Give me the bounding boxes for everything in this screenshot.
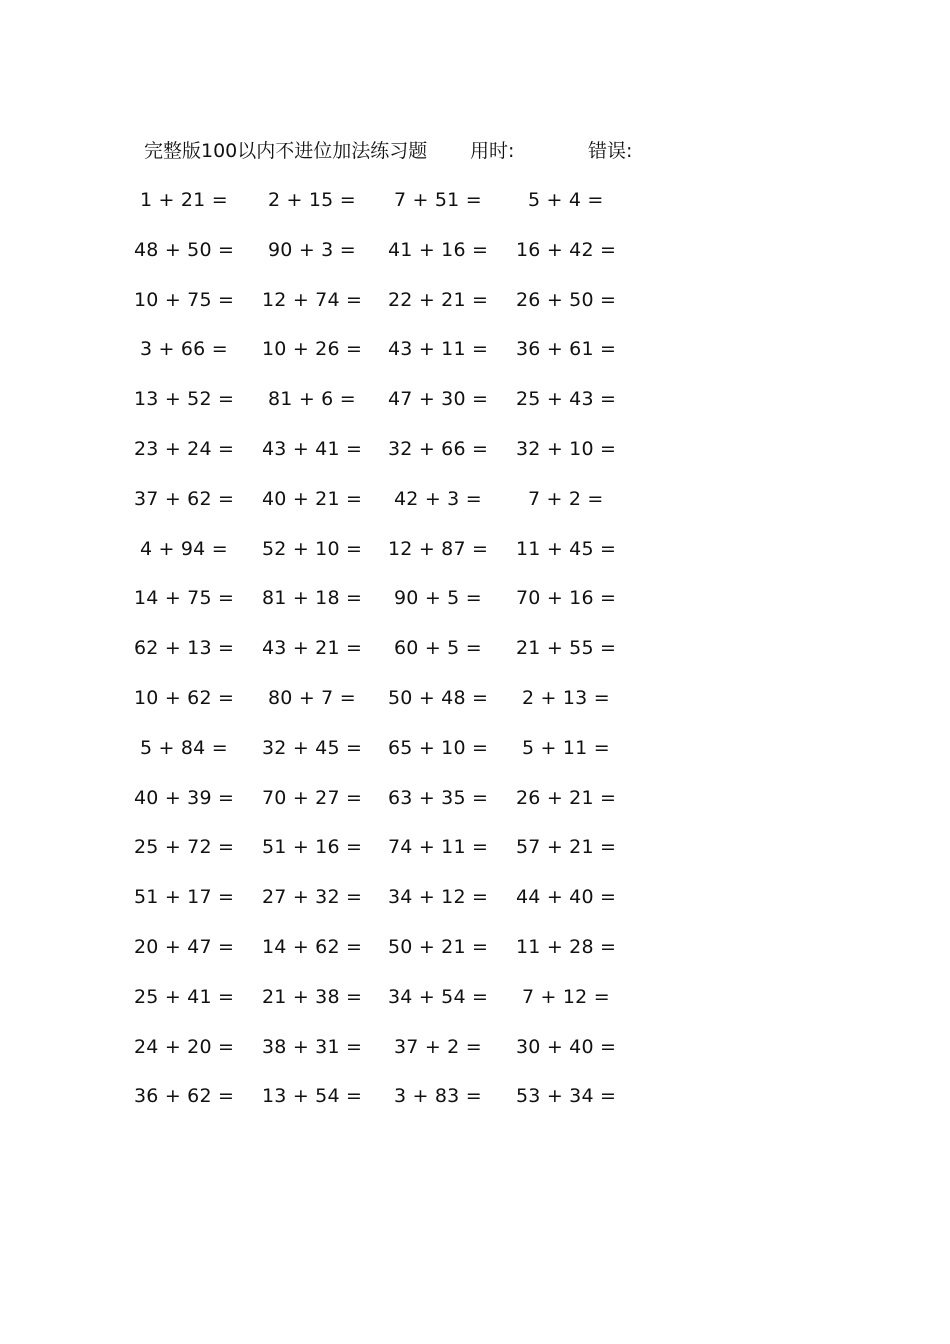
problem-cell: 60 + 5 = (394, 637, 482, 660)
problem-row (0, 183, 700, 233)
problem-cell: 74 + 11 = (388, 836, 489, 859)
problem-cell: 16 + 42 = (516, 238, 617, 261)
worksheet-title: 完整版100以内不进位加法练习题 (144, 140, 428, 162)
problem-cell: 21 + 38 = (262, 985, 363, 1008)
problem-row (0, 532, 700, 582)
problem-row (0, 980, 700, 1030)
problem-grid (0, 183, 700, 1129)
problem-cell: 81 + 18 = (262, 587, 363, 610)
problem-cell: 53 + 34 = (516, 1085, 617, 1108)
problem-cell: 5 + 84 = (140, 736, 228, 759)
problem-cell: 7 + 51 = (394, 189, 482, 211)
problem-cell: 47 + 30 = (388, 388, 489, 411)
problem-cell: 11 + 45 = (516, 537, 617, 560)
problem-cell: 30 + 40 = (516, 1035, 617, 1058)
worksheet-header (144, 136, 664, 166)
problem-row (0, 880, 700, 930)
problem-row (0, 283, 700, 333)
problem-cell: 10 + 26 = (262, 338, 363, 361)
problem-cell: 42 + 3 = (394, 487, 482, 510)
problem-cell: 13 + 54 = (262, 1085, 363, 1108)
problem-cell: 32 + 66 = (388, 437, 489, 460)
problem-cell: 23 + 24 = (134, 437, 235, 460)
problem-cell: 43 + 41 = (262, 437, 363, 460)
problem-cell: 24 + 20 = (134, 1035, 235, 1058)
problem-row (0, 1030, 700, 1080)
problem-cell: 70 + 27 = (262, 786, 363, 809)
problem-cell: 20 + 47 = (134, 935, 235, 958)
problem-row (0, 930, 700, 980)
problem-cell: 81 + 6 = (268, 388, 356, 411)
problem-cell: 57 + 21 = (516, 836, 617, 859)
problem-cell: 12 + 87 = (388, 537, 489, 560)
problem-row (0, 731, 700, 781)
problem-cell: 2 + 13 = (522, 686, 610, 709)
problem-row (0, 781, 700, 831)
problem-cell: 43 + 11 = (388, 338, 489, 361)
problem-row (0, 581, 700, 631)
problem-cell: 41 + 16 = (388, 238, 489, 261)
problem-row (0, 631, 700, 681)
problem-cell: 4 + 94 = (140, 537, 228, 560)
problem-cell: 48 + 50 = (134, 238, 235, 261)
problem-cell: 36 + 61 = (516, 338, 617, 361)
problem-cell: 40 + 39 = (134, 786, 235, 809)
problem-cell: 80 + 7 = (268, 686, 356, 709)
problem-cell: 7 + 2 = (528, 487, 604, 510)
problem-cell: 32 + 45 = (262, 736, 363, 759)
problem-cell: 25 + 43 = (516, 388, 617, 411)
problem-row (0, 233, 700, 283)
problem-cell: 90 + 3 = (268, 238, 356, 261)
problem-cell: 26 + 21 = (516, 786, 617, 809)
problem-cell: 10 + 62 = (134, 686, 235, 709)
problem-row (0, 432, 700, 482)
problem-cell: 12 + 74 = (262, 288, 363, 311)
problem-cell: 40 + 21 = (262, 487, 363, 510)
problem-cell: 7 + 12 = (522, 985, 610, 1008)
problem-cell: 1 + 21 = (140, 189, 228, 211)
problem-cell: 3 + 66 = (140, 338, 228, 361)
problem-row (0, 830, 700, 880)
problem-cell: 36 + 62 = (134, 1085, 235, 1108)
problem-cell: 25 + 41 = (134, 985, 235, 1008)
problem-cell: 3 + 83 = (394, 1085, 482, 1108)
problem-cell: 34 + 12 = (388, 886, 489, 909)
problem-cell: 25 + 72 = (134, 836, 235, 859)
problem-cell: 63 + 35 = (388, 786, 489, 809)
problem-cell: 21 + 55 = (516, 637, 617, 660)
problem-cell: 65 + 10 = (388, 736, 489, 759)
problem-cell: 5 + 4 = (528, 189, 604, 211)
problem-row (0, 382, 700, 432)
problem-cell: 50 + 21 = (388, 935, 489, 958)
problem-cell: 43 + 21 = (262, 637, 363, 660)
problem-cell: 32 + 10 = (516, 437, 617, 460)
problem-cell: 44 + 40 = (516, 886, 617, 909)
problem-cell: 52 + 10 = (262, 537, 363, 560)
problem-row (0, 681, 700, 731)
problem-cell: 90 + 5 = (394, 587, 482, 610)
problem-cell: 38 + 31 = (262, 1035, 363, 1058)
problem-row (0, 1079, 700, 1129)
problem-cell: 51 + 16 = (262, 836, 363, 859)
problem-cell: 50 + 48 = (388, 686, 489, 709)
problem-cell: 14 + 75 = (134, 587, 235, 610)
problem-cell: 5 + 11 = (522, 736, 610, 759)
problem-cell: 22 + 21 = (388, 288, 489, 311)
problem-cell: 2 + 15 = (268, 189, 356, 211)
problem-cell: 27 + 32 = (262, 886, 363, 909)
problem-cell: 51 + 17 = (134, 886, 235, 909)
problem-cell: 14 + 62 = (262, 935, 363, 958)
problem-cell: 13 + 52 = (134, 388, 235, 411)
problem-cell: 34 + 54 = (388, 985, 489, 1008)
problem-cell: 10 + 75 = (134, 288, 235, 311)
problem-cell: 26 + 50 = (516, 288, 617, 311)
problem-cell: 37 + 62 = (134, 487, 235, 510)
problem-cell: 11 + 28 = (516, 935, 617, 958)
time-label: 用时: (470, 140, 515, 162)
error-label: 错误: (588, 140, 633, 162)
problem-cell: 70 + 16 = (516, 587, 617, 610)
problem-cell: 62 + 13 = (134, 637, 235, 660)
problem-row (0, 482, 700, 532)
problem-cell: 37 + 2 = (394, 1035, 482, 1058)
problem-row (0, 332, 700, 382)
